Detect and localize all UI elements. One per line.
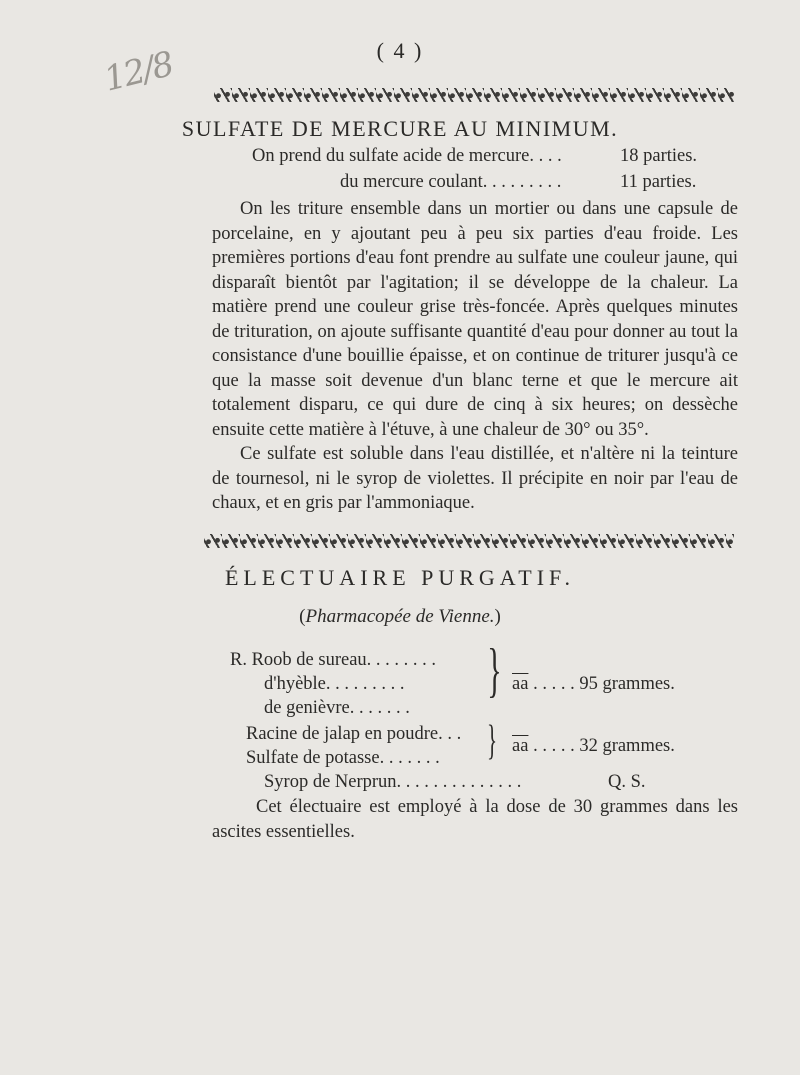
recipe-brace-2: } <box>487 718 498 764</box>
ingredient-line-2: du mercure coulant. . . . . . . . . <box>340 172 562 192</box>
paragraph-properties: Ce sulfate est soluble dans l'eau distillée, et n'altère ni la teinture de tournesol, ni le syrop de violettes. Il précipite en noir par l'eau de chaux, et en gris par l'ammoniaque. <box>212 444 738 513</box>
recipe-brace-1: } <box>487 637 502 703</box>
source-name: Pharmacopée de Vienne. <box>305 606 495 627</box>
source-open-paren: ( <box>299 606 306 627</box>
recipe-line-genievre: de genièvre. . . . . . . <box>264 698 410 718</box>
source-close-paren: ) <box>494 606 501 627</box>
recipe-line-nerprun: Syrop de Nerprun. . . . . . . . . . . . . . <box>264 772 522 792</box>
source-citation <box>0 606 800 628</box>
handwritten-margin-note: 12/8 <box>100 44 177 100</box>
recipe-qty-2-amount: . . . . . 32 grammes. <box>533 736 675 756</box>
section-title-electuaire: ÉLECTUAIRE PURGATIF. <box>224 565 575 590</box>
ingredient-line-1: On prend du sulfate acide de mercure. . . . <box>252 146 562 166</box>
recipe-line-potasse: Sulfate de potasse. . . . . . . <box>246 748 440 768</box>
recipe-line-hyeble: d'hyèble. . . . . . . . . <box>264 674 405 694</box>
recipe-qty-1-amount: . . . . . 95 grammes. <box>533 674 675 694</box>
section-title-sulfate: SULFATE DE MERCURE AU MINIMUM. <box>181 116 619 141</box>
ornamental-rule-middle <box>204 534 734 548</box>
recipe-qty-2-aa: $\overline{aa}$ <box>512 736 529 756</box>
recipe-qty-2 <box>512 736 675 757</box>
page-number: ( 4 ) <box>376 38 424 63</box>
recipe-qty-1 <box>512 674 675 695</box>
ingredient-qty-1: 18 parties. <box>620 146 698 166</box>
recipe-line-jalap: Racine de jalap en poudre. . . <box>246 724 462 744</box>
ornamental-rule-top <box>214 88 734 102</box>
recipe-line-roob: R. Roob de sureau. . . . . . . . <box>230 650 437 670</box>
paragraph-usage: Cet électuaire est employé à la dose de 30 grammes dans les ascites essentielles. <box>212 797 738 842</box>
paragraph-preparation: On les triture ensemble dans un mortier ou dans une capsule de porcelaine, en y ajoutant peu à peu six parties d'eau froide. Les premières portions d'eau font prendre au sulfate une couleur jaune, qui disparaît bientôt par l'agitation; il se développe de la chaleur. La matière prend une couleur grise très-foncée. Après quelques minutes de trituration, on ajoute suffisante quantité d'eau pour donner au tout la consistance d'une bouillie épaisse, et on continue de triturer jusqu'à ce que la masse soit devenue d'un blanc terne et que le mercure ait totalement disparu, ce qui dure de cinq à six heures; on dessèche ensuite cette matière à l'étuve, à une chaleur de 30° ou 35°. <box>212 199 738 440</box>
recipe-qty-3: Q. S. <box>608 772 646 792</box>
recipe-qty-1-aa: $\overline{aa}$ <box>512 674 529 694</box>
ingredient-qty-2: 11 parties. <box>620 172 697 192</box>
